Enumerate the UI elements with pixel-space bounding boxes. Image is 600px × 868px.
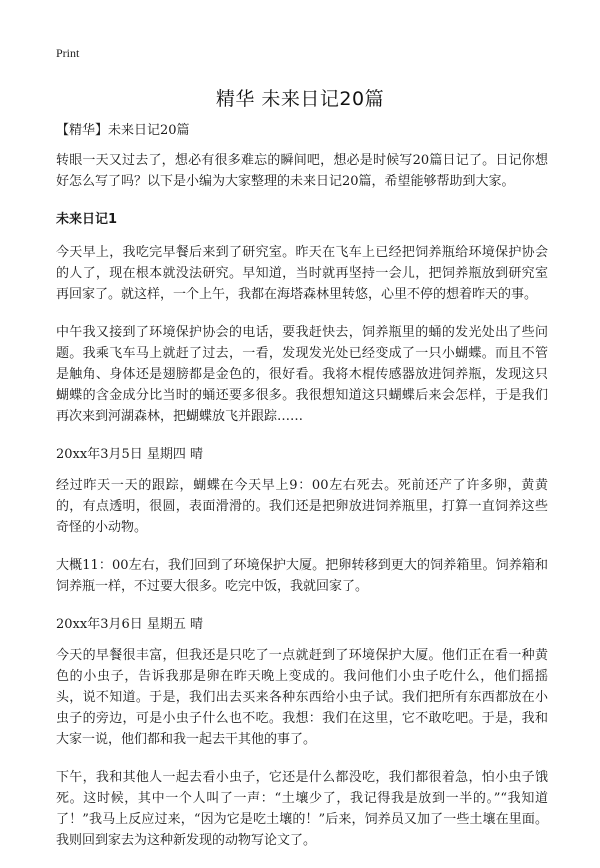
page-title: 精华 未来日记20篇 <box>215 88 385 110</box>
paragraph-3: 经过昨天一天的跟踪，蝴蝶在今天早上9：00左右死去。死前还产了许多卵，黄黄的，有点透明，很圆，表面滑滑的。我们还是把卵放进饲养瓶里，打算一直饲养这些奇怪的小动物。 <box>56 478 548 535</box>
dateline-1: 20xx年3月5日 星期四 晴 <box>56 447 204 462</box>
paragraph-5: 今天的早餐很丰富，但我还是只吃了一点就赶到了环境保护大厦。他们正在看一种黄色的小虫子，告诉我那是卵在昨天晚上变成的。我问他们小虫子吃什么，他们摇摇头，说不知道。于是，我们出去买来各种东西给小虫子试。我们把所有东西都放在小虫子的旁边，可是小虫子什么也不吃。我想：我们在这里，它不敢吃吧。于是，我和大家一说，他们都和我一起去干其他的事了。 <box>56 648 548 747</box>
print-label[interactable]: Print <box>56 46 80 60</box>
dateline-2: 20xx年3月6日 星期五 晴 <box>56 617 204 632</box>
paragraph-2: 中午我又接到了环境保护协会的电话，要我赶快去，饲养瓶里的蛹的发光处出了些问题。我乘飞车马上就赶了过去，一看，发现发光处已经变成了一只小蝴蝶。而且不管是触角、身体还是翅膀都是金色的，很好看。我将木棍传感器放进饲养瓶，发现这只蝴蝶的含金成分比当时的蛹还要多很多。我很想知道这只蝴蝶后来会怎样，于是我们再次来到河湖森林，把蝴蝶放飞并跟踪…… <box>56 325 548 424</box>
paragraph-1: 今天早上，我吃完早餐后来到了研究室。昨天在飞车上已经把饲养瓶给环境保护协会的人了，现在根本就没法研究。早知道，当时就再坚持一会儿，把饲养瓶放到研究室再回家了。就这样，一个上午，我都在海塔森林里转悠，心里不停的想着昨天的事。 <box>56 245 548 302</box>
intro-paragraph: 转眼一天又过去了，想必有很多难忘的瞬间吧，想必是时候写20篇日记了。日记你想好怎么写了吗？以下是小编为大家整理的未来日记20篇，希望能够帮助到大家。 <box>56 153 548 189</box>
article-subtitle: 【精华】未来日记20篇 <box>56 123 190 138</box>
paragraph-4: 大概11：00左右，我们回到了环境保护大厦。把卵转移到更大的饲养箱里。饲养箱和饲养瓶一样，不过要大很多。吃完中饭，我就回家了。 <box>56 558 548 594</box>
article-body <box>56 120 548 868</box>
section-heading: 未来日记1 <box>56 212 118 227</box>
paragraph-6: 下午，我和其他人一起去看小虫子，它还是什么都没吃，我们都很着急，怕小虫子饿死。这时候，其中一个人叫了一声：“土壤少了，我记得我是放到一半的。”“我知道了！”我马上反应过来，“因为它是吃土壤的！”后来，饲养员又加了一些土壤在里面。我则回到家去为这种新发现的动物写论文了。 <box>56 770 548 848</box>
